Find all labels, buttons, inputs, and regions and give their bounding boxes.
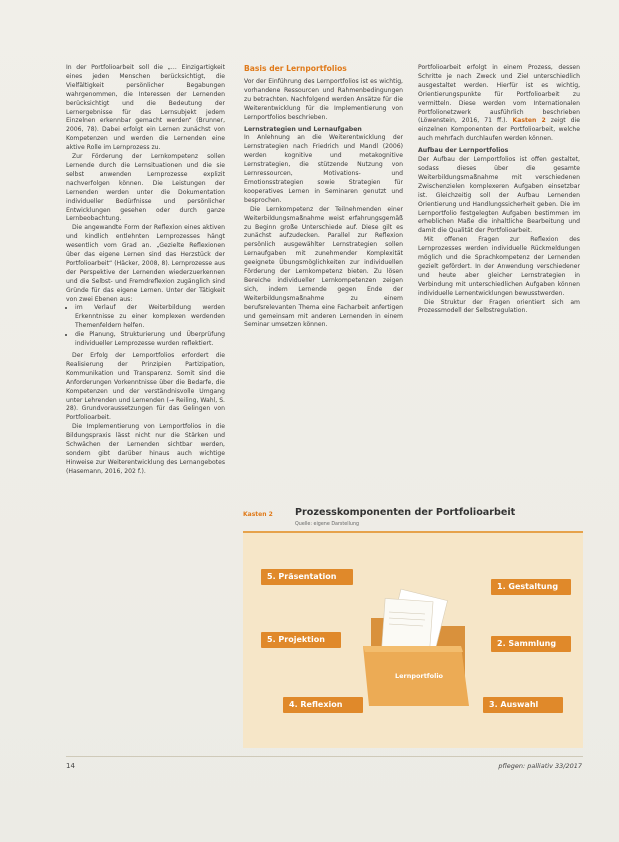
subsection-title: Aufbau der Lernportfolios: [418, 147, 509, 155]
figure-title: Prozesskomponenten der Portfolioarbeit: [295, 507, 516, 518]
figure-box: [243, 531, 583, 748]
paragraph-text: Portfolioarbeit erfolgt in einem Prozess, dessen Schritte je nach Zweck und Ziel unterschiedlich ausgestaltet werden. Hierfür ist es wichtig, Orientierungspunkte für Portfolioarbeit zu vermitteln. Diese werden vom Internationalen Portfolionetzwerk ausführlich beschrieben (Löwenstein, 2016, 71 ff.).: [418, 64, 580, 125]
figure-source: Quelle: eigene Darstellung: [295, 522, 360, 527]
paragraph: In der Portfolioarbeit soll die „… Einzigartigkeit eines jeden Menschen berücksichtigt, die Vielfältigkeit persönlicher Begabungen wahrgenommen, die Interessen der Lernenden berücksichtigt und die Bedeutung der Lernergebnisse für das Lernsubjekt jedem Einzelnen erkennbar gemacht werden“ (Brunner, 2006, 78). Dabei erfolgt ein Lernen zunächst von Kompetenzen und werden die Lernenden eine aktive Rolle im Lernprozess zu.: [66, 64, 225, 152]
paragraph: Die Implementierung von Lernportfolios in die Bildungspraxis lässt nicht nur die Stärken und Schwächen der Lernenden sichtbar werden, sondern gibt darüber hinaus auch wichtige Hinweise zur Weiterentwicklung des Lernangebotes (Hasemann, 2016, 202 f.).: [66, 423, 225, 475]
paragraph: Zur Förderung der Lernkompetenz sollen Lernende durch die Lernsituationen und die sie selbst anwenden Lernprozesse explizit nachverfolgen können. Die Leistungen der Lernenden werden unter die Dokumentation individueller Bedürfnisse und persönlicher Entwicklungen gesehen oder durch ganze Lernbeobachtung.: [66, 153, 225, 223]
paragraph: Vor der Einführung des Lernportfolios ist es wichtig, vorhandene Ressourcen und Rahmenbedingungen zu betrachten. Nachfolgend werden Ansätze für die Weiterentwicklung für die Implementierung von Lernportfolios beschrieben.: [244, 78, 403, 121]
figure-label: Kasten 2: [243, 511, 273, 518]
stage-gestaltung: 1. Gestaltung: [491, 579, 571, 595]
paragraph: [418, 64, 580, 144]
bullet-list: [66, 304, 225, 349]
stage-sammlung: 2. Sammlung: [491, 636, 571, 652]
paragraph: Die angewandte Form der Reflexion eines aktiven und kindlich entlehnten Lernprozesses hängt wesentlich vom Grad an. „Gezielte Reflexionen über das eigene Lernen sind das Herzstück der Portfolioarbeit“ (Häcker, 2008, 8). Lernprozesse aus der Perspektive der Lernenden wiederzuerkennen und die Selbst- und Fremdreflexion zugänglich sind Gründe für das eigene Lernen. Unter der Tätigkeit von zwei Ebenen aus:: [66, 224, 225, 303]
column-right: [418, 64, 580, 316]
list-item: • die Planung, Strukturierung und Überprüfung individueller Lernprozesse wurden reflektiert.: [75, 331, 225, 349]
stage-projektion: 5. Projektion: [261, 632, 341, 648]
paragraph: Die Lernkompetenz der Teilnehmenden einer Weiterbildungsmaßnahme weist erfahrungsgemäß zu Beginn große Unterschiede auf. Diese gilt es zunächst aufzudecken. Parallel zur Reflexion persönlich ausgewählter Lernstrategien sollen Lernaufgaben mit zunehmender Komplexität geeignete Übungsmöglichkeiten zur individuellen Förderung der Lernkompetenz bieten. Zu lösen Bereiche individueller Lernkompetenzen zeigen sich, indem Lernende gegen Ende der Weiterbildungsmaßnahme zu einem berufsrelevanten Thema eine Facharbeit anfertigen und gemeinsam mit anderen Lernenden in einem Seminar umsetzen können.: [244, 205, 403, 329]
folder-icon: [353, 588, 473, 713]
folder-label: Lernportfolio: [394, 672, 444, 680]
box-reference: Kasten 2: [512, 117, 546, 125]
portfolio-folder: [353, 588, 473, 713]
paragraph-text: zeigt die einzelnen Komponenten der Portfolioarbeit, welche auch mehrfach durchlaufen werden können.: [418, 117, 580, 143]
paragraph: Der Erfolg der Lernportfolios erfordert die Realisierung der Prinzipien Partizipation, Kommunikation und Transparenz. Somit sind die Anforderungen Vorkenntnisse über die Bedarfe, die Kompetenzen und der verständnisvolle Umgang unter Lehrenden und Lernenden (→ Reiling, Wahl, S. 28). Grundvoraussetzungen für das Gelingen von Portfolioarbeit.: [66, 352, 225, 422]
stage-auswahl: 3. Auswahl: [483, 697, 563, 713]
footer-divider: [66, 756, 583, 757]
journal-name: pflegen: palliativ 33/2017: [498, 762, 582, 770]
stage-praesentation: 5. Präsentation: [261, 569, 353, 585]
process-figure: [243, 506, 583, 746]
section-title: Basis der Lernportfolios: [244, 64, 347, 73]
paragraph: Der Aufbau der Lernportfolios ist offen gestaltet, sodass dieses über die gesamte Weiterbildungsmaßnahme mit verschiedenen Zwischenzielen komplexeren Aufgaben einsetzbar ist. Gleichzeitig soll der Aufbau Lernenden Orientierung und Handlungssicherheit geben. Die im Lernportfolio festgelegten Aufgaben bestimmen im erheblichen Maße die inhaltliche Bearbeitung und damit die Qualität der Portfolioarbeit.: [418, 156, 580, 235]
paragraph: In Anlehnung an die Weiterentwicklung der Lernstrategien nach Friedrich und Mandl (2006) werden kognitive und metakognitive Lernstrategien, die stützende Nutzung von Lernressourcen, Motivations- und Emotionsstrategien sowie Strategien für kooperatives Lernen in Seminaren genutzt und besprochen.: [244, 134, 403, 204]
column-left: [66, 64, 225, 477]
page-number: 14: [66, 762, 75, 770]
stage-reflexion: 4. Reflexion: [283, 697, 363, 713]
paragraph: Mit offenen Fragen zur Reflexion des Lernprozesses werden individuelle Rückmeldungen möglich und die Sprachkompetenz der Lernenden gezielt gefördert. In der Anwendung verschiedener und heute aber gleicher Lernstrategien in Verbindung mit unterschiedlichen Aufgaben können individuelle Lernentwicklungen bewusstwerden.: [418, 236, 580, 297]
column-middle: [244, 64, 403, 330]
subsection-title: Lernstrategien und Lernaufgaben: [244, 125, 362, 133]
list-item: • im Verlauf der Weiterbildung werden Erkenntnisse zu einer komplexen werdenden Themenfeldern helfen.: [75, 304, 225, 331]
paragraph: Die Struktur der Fragen orientiert sich am Prozessmodell der Selbstregulation.: [418, 298, 580, 315]
